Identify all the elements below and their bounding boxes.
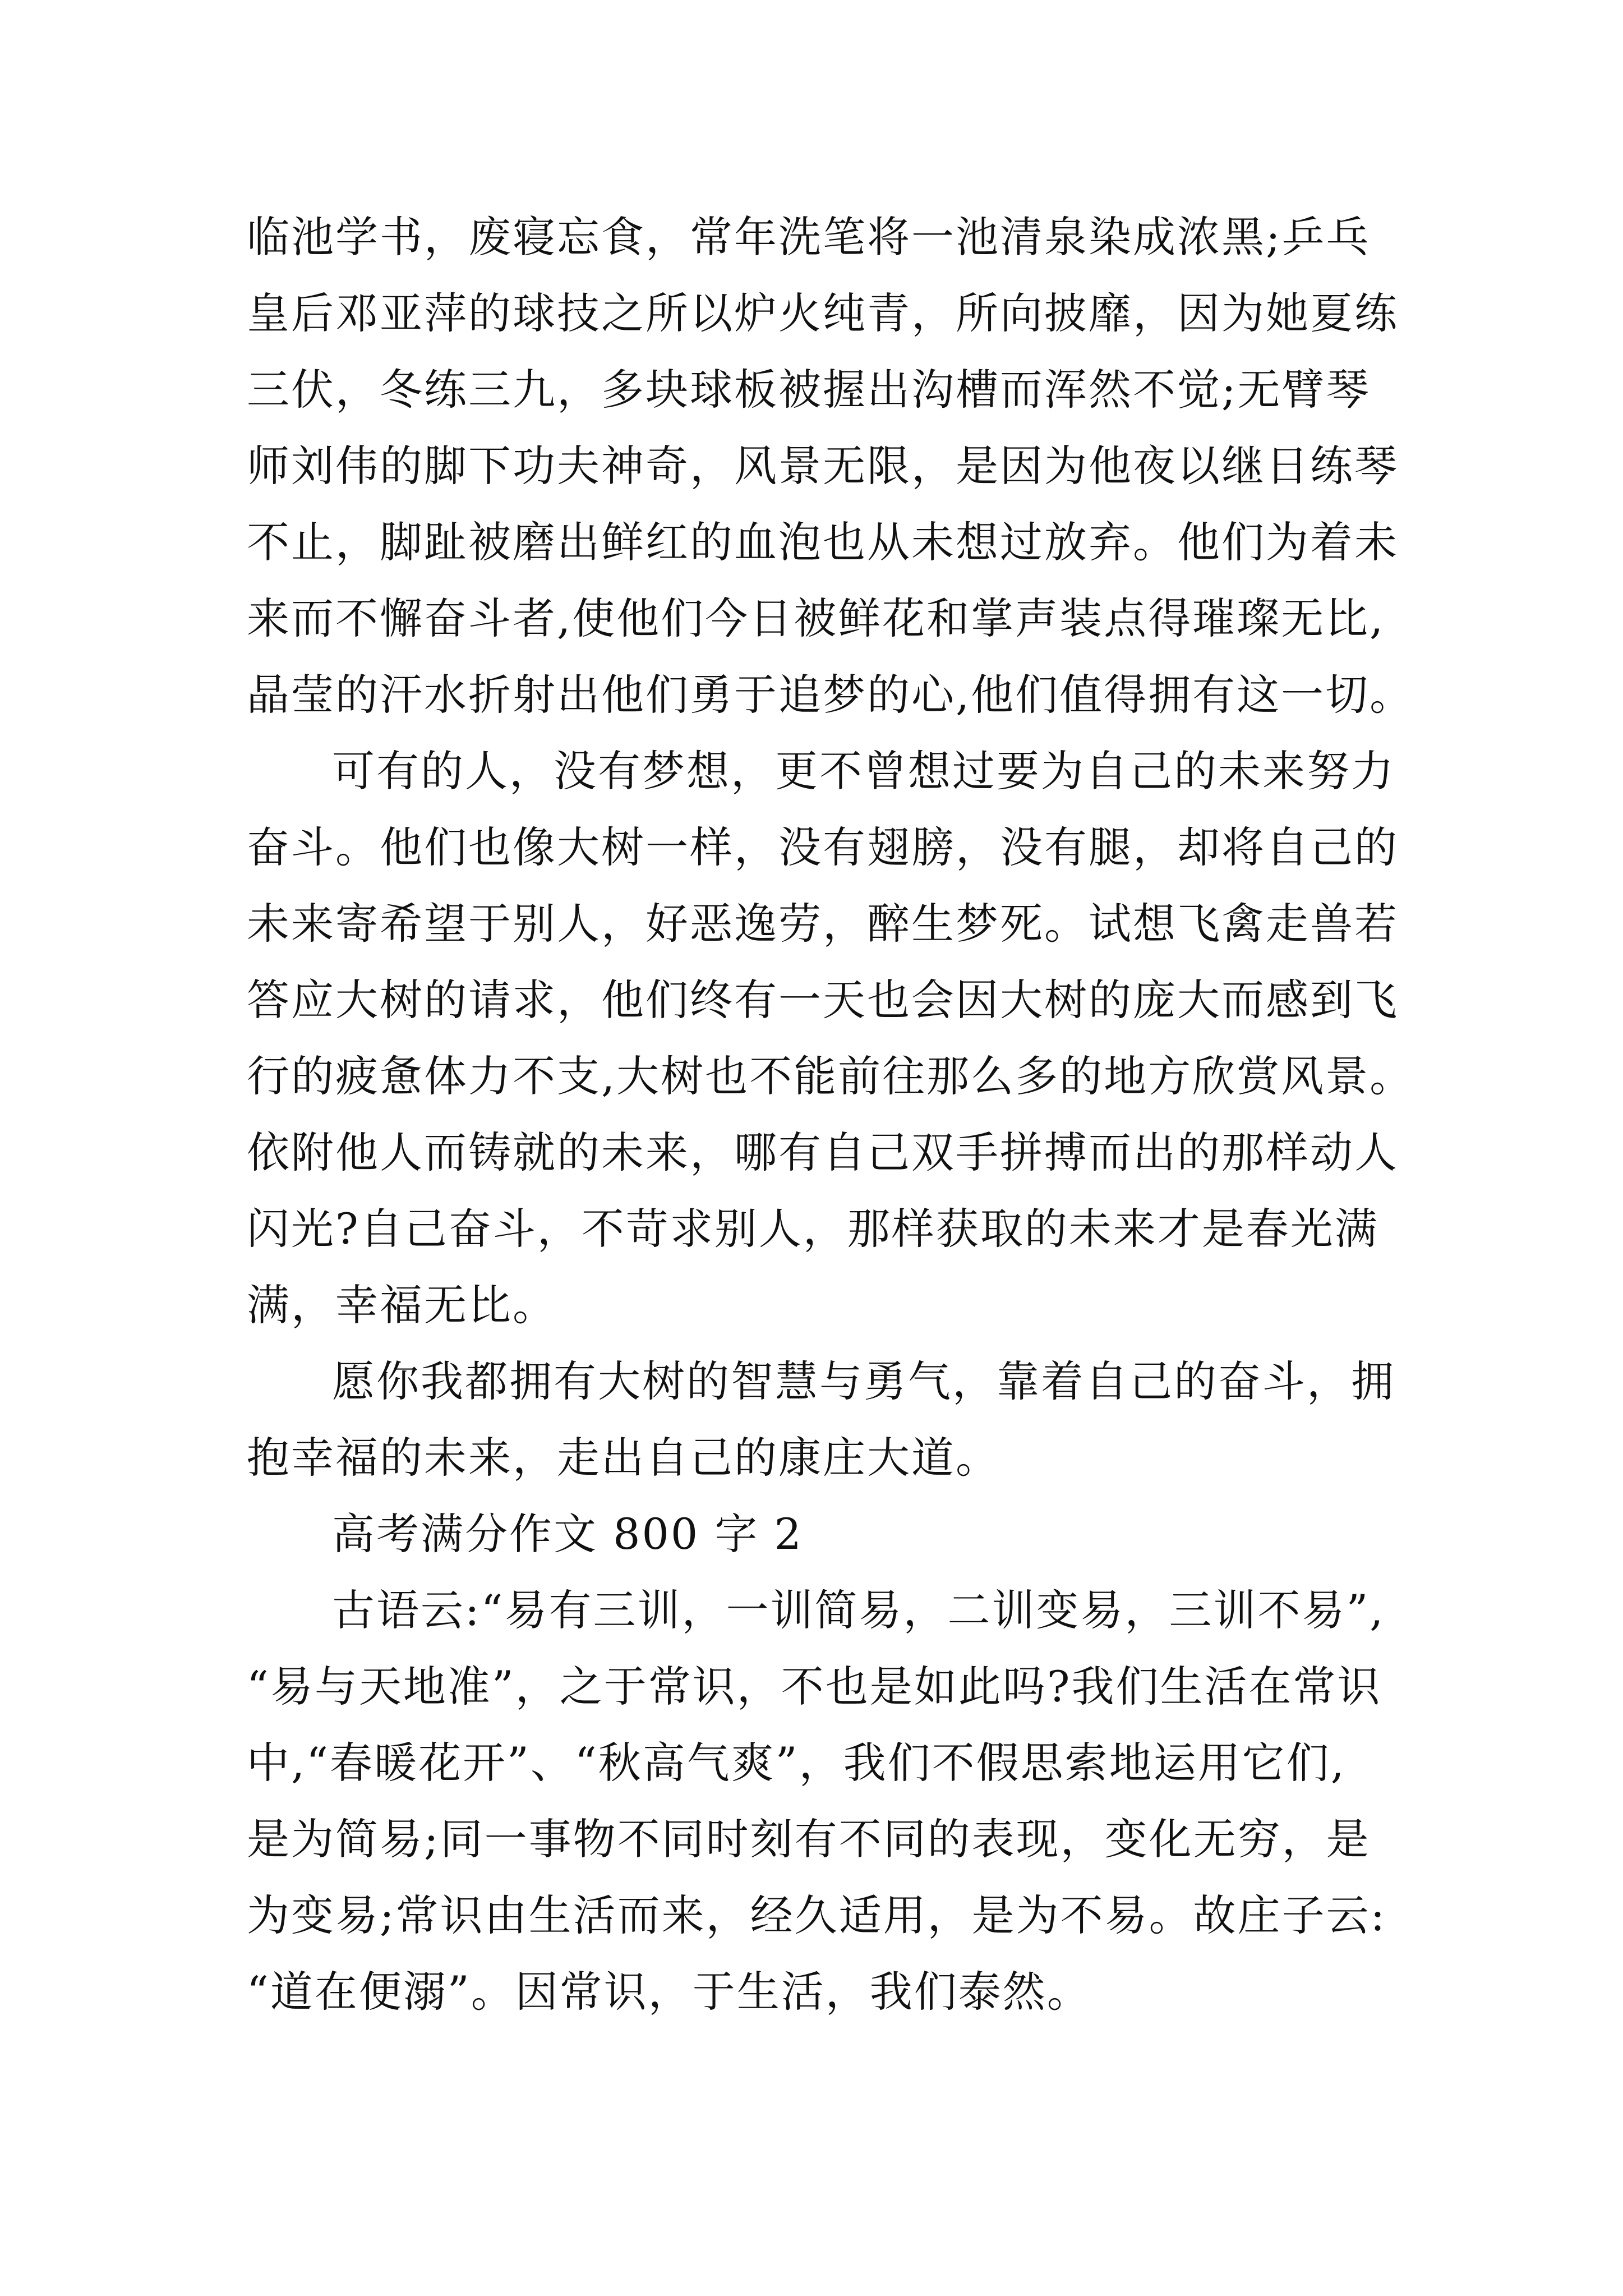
- paragraph-4-line-2: “易与天地准”，之于常识，不也是如此吗?我们生活在常识: [247, 1662, 1382, 1711]
- paragraph-2-line-3: 未来寄希望于别人，好恶逸劳，醉生梦死。试想飞禽走兽若: [247, 899, 1399, 949]
- paragraph-2-line-7: 闪光?自己奋斗，不苛求别人，那样获取的未来才是春光满: [247, 1204, 1379, 1254]
- paragraph-1-line-1: 临池学书，废寝忘食，常年洗笔将一池清泉染成浓黑;乒乓: [247, 212, 1371, 262]
- essay-heading: 高考满分作文 800 字 2: [332, 1509, 803, 1559]
- paragraph-2-line-8: 满，幸福无比。: [247, 1280, 557, 1330]
- paragraph-4-line-3: 中,“春暖花开”、“秋高气爽”，我们不假思索地运用它们,: [247, 1738, 1346, 1788]
- document-body: [247, 199, 1447, 2030]
- paragraph-4-line-6: “道在便溺”。因常识，于生活，我们泰然。: [247, 1967, 1091, 2017]
- paragraph-2-line-2: 奋斗。他们也像大树一样，没有翅膀，没有腿，却将自己的: [247, 822, 1399, 872]
- paragraph-3-line-2: 抱幸福的未来，走出自己的康庄大道。: [247, 1433, 1000, 1483]
- paragraph-4-line-5: 为变易;常识由生活而来，经久适用，是为不易。故庄子云:: [247, 1890, 1387, 1940]
- paragraph-1-line-2: 皇后邓亚萍的球技之所以炉火纯青，所向披靡，因为她夏练: [247, 288, 1399, 338]
- paragraph-2-line-4: 答应大树的请求，他们终有一天也会因大树的庞大而感到飞: [247, 975, 1399, 1025]
- paragraph-4-line-4: 是为简易;同一事物不同时刻有不同的表现，变化无穷，是: [247, 1814, 1371, 1864]
- paragraph-4-line-1: 古语云:“易有三训，一训简易，二训变易，三训不易”,: [332, 1585, 1385, 1635]
- paragraph-1-line-5: 不止，脚趾被磨出鲜红的血泡也从未想过放弃。他们为着未: [247, 517, 1399, 567]
- paragraph-1-line-6: 来而不懈奋斗者,使他们今日被鲜花和掌声装点得璀璨无比,: [247, 593, 1385, 643]
- paragraph-2-line-1: 可有的人，没有梦想，更不曾想过要为自己的未来努力: [332, 746, 1395, 796]
- paragraph-3-line-1: 愿你我都拥有大树的智慧与勇气，靠着自己的奋斗，拥: [332, 1356, 1395, 1406]
- paragraph-1-line-4: 师刘伟的脚下功夫神奇，风景无限，是因为他夜以继日练琴: [247, 441, 1399, 491]
- paragraph-1-line-7: 晶莹的汗水折射出他们勇于追梦的心,他们值得拥有这一切。: [247, 670, 1414, 720]
- paragraph-2-line-5: 行的疲惫体力不支,大树也不能前往那么多的地方欣赏风景。: [247, 1051, 1414, 1101]
- paragraph-2-line-6: 依附他人而铸就的未来，哪有自己双手拼搏而出的那样动人: [247, 1128, 1399, 1177]
- paragraph-1-line-3: 三伏，冬练三九，多块球板被握出沟槽而浑然不觉;无臂琴: [247, 365, 1371, 415]
